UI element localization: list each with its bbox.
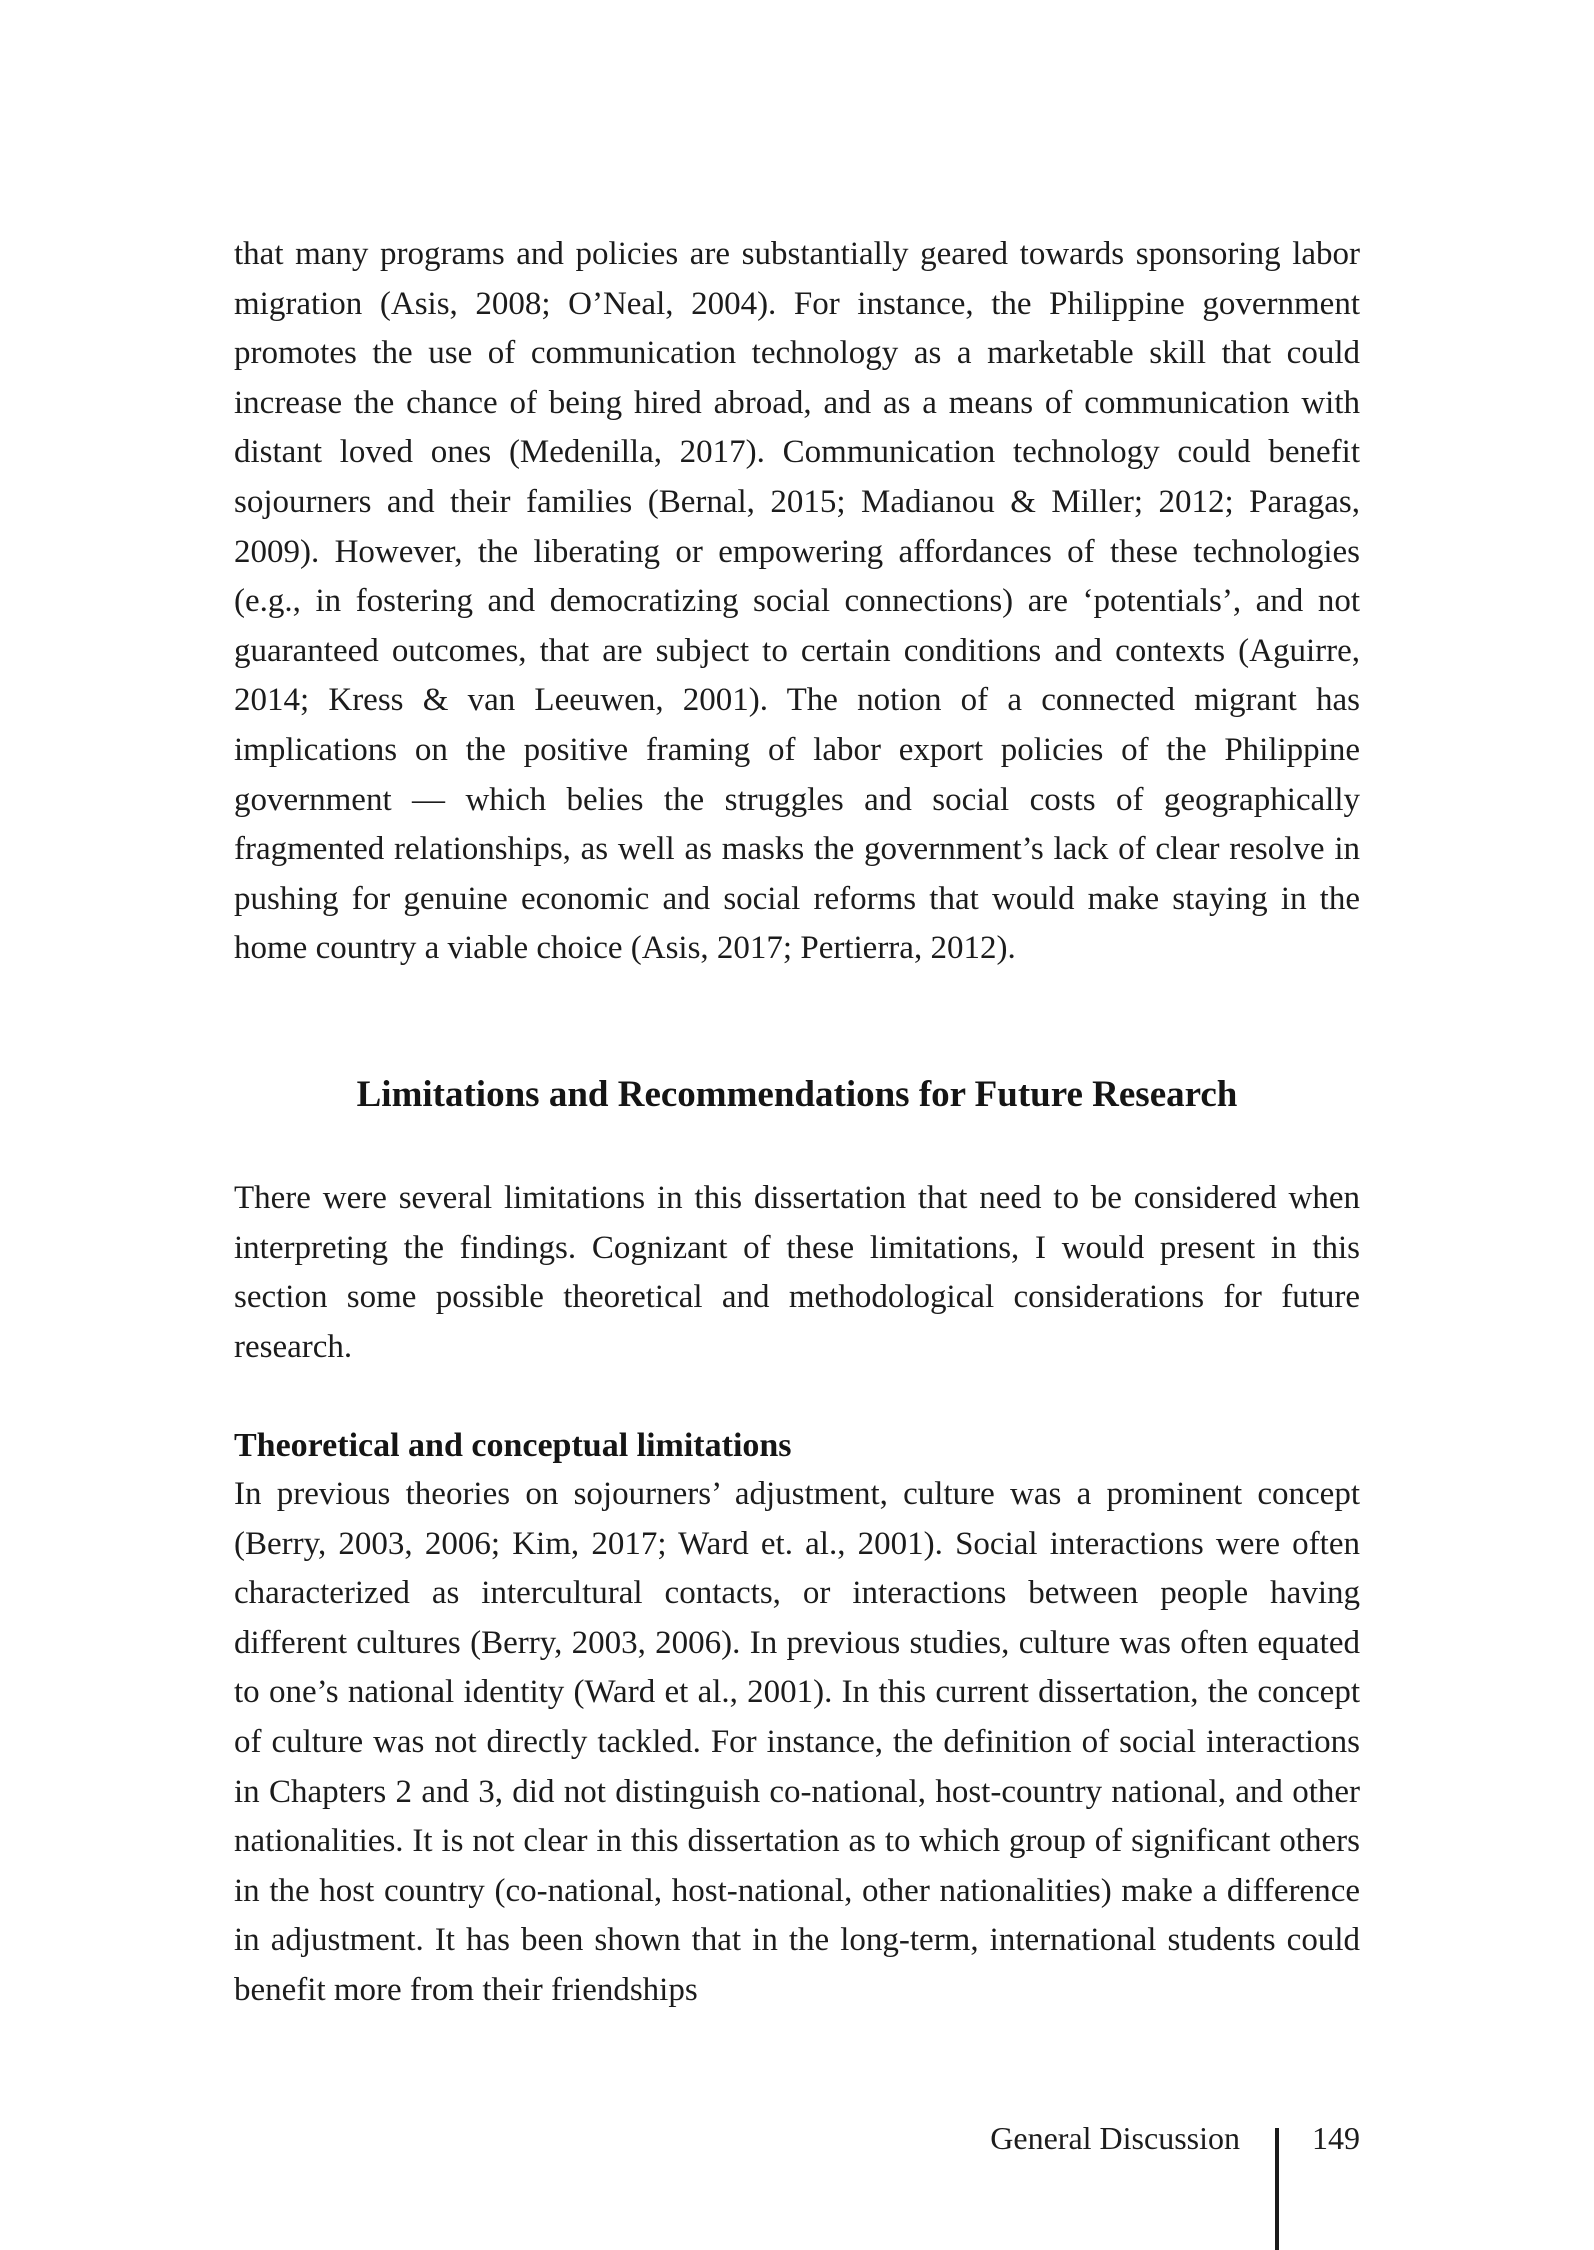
running-footer-title: General Discussion xyxy=(990,2120,1240,2156)
body-paragraph-3: In previous theories on sojourners’ adjustment, culture was a prominent concept (Berry, 2003, 2006; Kim, 2017; Ward et. al., 2001). Social interactions were often characterized as intercultural contacts, or interactions between people having different cultures (Berry, 2003, 2006). In previous studies, culture was often equated to one’s national identity (Ward et al., 2001). In this current dissertation, the concept of culture was not directly tackled. For instance, the definition of social interactions in Chapters 2 and 3, did not distinguish co-national, host-country national, and other nationalities. It is not clear in this dissertation as to which group of significant others in the host country (co-national, host-national, other nationalities) make a difference in adjustment. It has been shown that in the long-term, international students could benefit more from their friendships xyxy=(234,1476,1360,2008)
page-body xyxy=(234,230,1360,2008)
subsection-heading: Theoretical and conceptual limitations xyxy=(234,1427,792,1464)
body-paragraph-2: There were several limitations in this dissertation that need to be considered when interpreting the findings. Cognizant of these limitations, I would present in this section some possible theoretical and methodological considerations for future research. xyxy=(234,1180,1360,1365)
section-heading: Limitations and Recommendations for Future Research xyxy=(356,1074,1238,1115)
page-number: 149 xyxy=(1312,2120,1360,2156)
body-paragraph-1: that many programs and policies are substantially geared towards sponsoring labor migration (Asis, 2008; O’Neal, 2004). For instance, the Philippine government promotes the use of communication technology as a marketable skill that could increase the chance of being hired abroad, and as a means of communication with distant loved ones (Medenilla, 2017). Communication technology could benefit sojourners and their families (Bernal, 2015; Madianou & Miller; 2012; Paragas, 2009). However, the liberating or empowering affordances of these technologies (e.g., in fostering and democratizing social connections) are ‘potentials’, and not guaranteed outcomes, that are subject to certain conditions and contexts (Aguirre, 2014; Kress & van Leeuwen, 2001). The notion of a connected migrant has implications on the positive framing of labor export policies of the Philippine government — which belies the struggles and social costs of geographically fragmented relationships, as well as masks the government’s lack of clear resolve in pushing for genuine economic and social reforms that would make staying in the home country a viable choice (Asis, 2017; Pertierra, 2012). xyxy=(234,236,1360,967)
footer-divider xyxy=(1275,2128,1279,2250)
